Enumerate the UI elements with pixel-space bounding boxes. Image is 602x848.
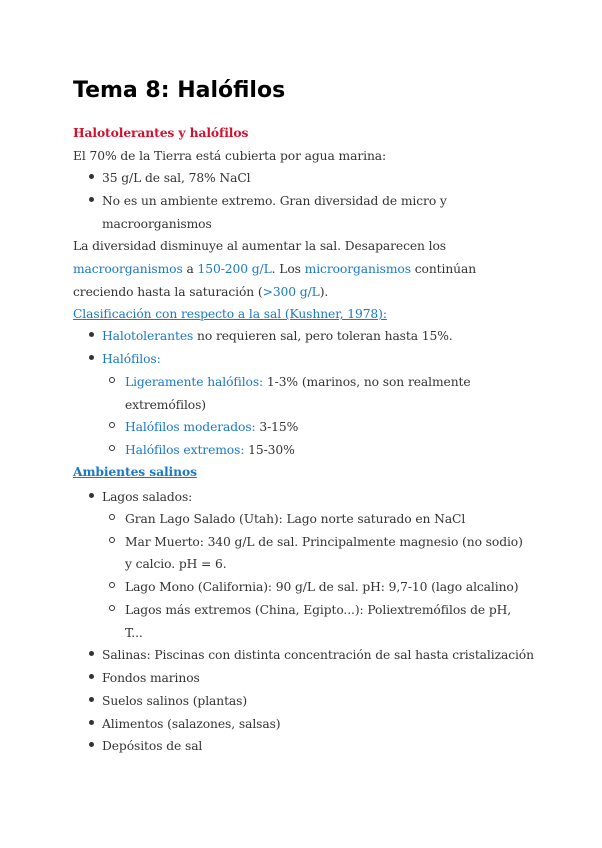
term-150-200: 150-200 g/L — [197, 262, 272, 276]
sub-list-item-continuation: T... — [125, 626, 143, 640]
sub-list-item: Lagos más extremos (China, Egipto...): Poliextremófilos de pH, — [125, 603, 512, 617]
sub-bullet-icon — [109, 377, 115, 383]
paragraph-line: La diversidad disminuye al aumentar la sal. Desaparecen los — [73, 239, 447, 253]
sub-list-item-continuation: extremófilos) — [125, 398, 207, 412]
term-macroorganismos: macroorganismos — [73, 262, 183, 276]
list-item: Depósitos de sal — [102, 739, 203, 753]
list-item-continuation: macroorganismos — [102, 217, 212, 231]
bullet-icon — [89, 720, 94, 725]
text-span: continúan — [410, 262, 477, 276]
term-300: >300 g/L — [262, 285, 320, 299]
list-item: Lagos salados: — [102, 490, 193, 504]
sub-list-item: Mar Muerto: 340 g/L de sal. Principalmente magnesio (no sodio) — [125, 535, 523, 549]
text-span: a — [182, 262, 198, 276]
sub-list-item — [125, 373, 471, 391]
text-span: ). — [319, 285, 329, 299]
term-moderados: Halófilos moderados: — [125, 420, 256, 434]
ambientes-heading-link[interactable]: Ambientes salinos — [73, 464, 197, 479]
page-title: Tema 8: Halófilos — [73, 78, 286, 103]
list-item: No es un ambiente extremo. Gran diversidad de micro y — [102, 194, 447, 208]
text-span: 1-3% (marinos, no son realmente — [263, 375, 471, 389]
term-halotolerantes: Halotolerantes — [102, 329, 194, 343]
intro-text: El 70% de la Tierra está cubierta por agua marina: — [73, 149, 387, 163]
bullet-icon — [89, 742, 94, 747]
list-item: Suelos salinos (plantas) — [102, 694, 248, 708]
list-item: Alimentos (salazones, salsas) — [102, 717, 281, 731]
text-span: . Los — [271, 262, 305, 276]
sub-bullet-icon — [109, 514, 115, 520]
bullet-icon — [89, 197, 94, 202]
bullet-icon — [89, 493, 94, 498]
bullet-icon — [89, 697, 94, 702]
bullet-icon — [89, 174, 94, 179]
list-item: Fondos marinos — [102, 671, 200, 685]
sub-list-item — [125, 418, 298, 436]
list-item: 35 g/L de sal, 78% NaCl — [102, 171, 251, 185]
sub-list-item: Lago Mono (California): 90 g/L de sal. pH: 9,7-10 (lago alcalino) — [125, 580, 519, 594]
section-heading-halotolerantes: Halotolerantes y halófilos — [73, 125, 249, 140]
bullet-icon — [89, 332, 94, 337]
list-item — [102, 327, 453, 345]
term-microorganismos: microorganismos — [304, 262, 411, 276]
sub-bullet-icon — [109, 605, 115, 611]
sub-bullet-icon — [109, 422, 115, 428]
sub-bullet-icon — [109, 445, 115, 451]
sub-bullet-icon — [109, 537, 115, 543]
list-item-halofilos: Halófilos: — [102, 352, 161, 366]
term-ligeramente: Ligeramente halófilos: — [125, 375, 264, 389]
bullet-icon — [89, 674, 94, 679]
text-span: 3-15% — [255, 420, 299, 434]
bullet-icon — [89, 355, 94, 360]
sub-list-item: Gran Lago Salado (Utah): Lago norte saturado en NaCl — [125, 512, 466, 526]
paragraph-line — [73, 283, 328, 301]
text-span: no requieren sal, pero toleran hasta 15%. — [193, 329, 453, 343]
classification-link[interactable]: Clasificación con respecto a la sal (Kushner, 1978): — [73, 307, 387, 321]
term-extremos: Halófilos extremos: — [125, 443, 245, 457]
sub-bullet-icon — [109, 582, 115, 588]
sub-list-item — [125, 441, 295, 459]
list-item: Salinas: Piscinas con distinta concentración de sal hasta cristalización — [102, 648, 534, 662]
text-span: 15-30% — [244, 443, 295, 457]
sub-list-item-continuation: y calcio. pH = 6. — [125, 557, 227, 571]
text-span: creciendo hasta la saturación ( — [73, 285, 263, 299]
paragraph-line — [73, 260, 476, 278]
bullet-icon — [89, 651, 94, 656]
